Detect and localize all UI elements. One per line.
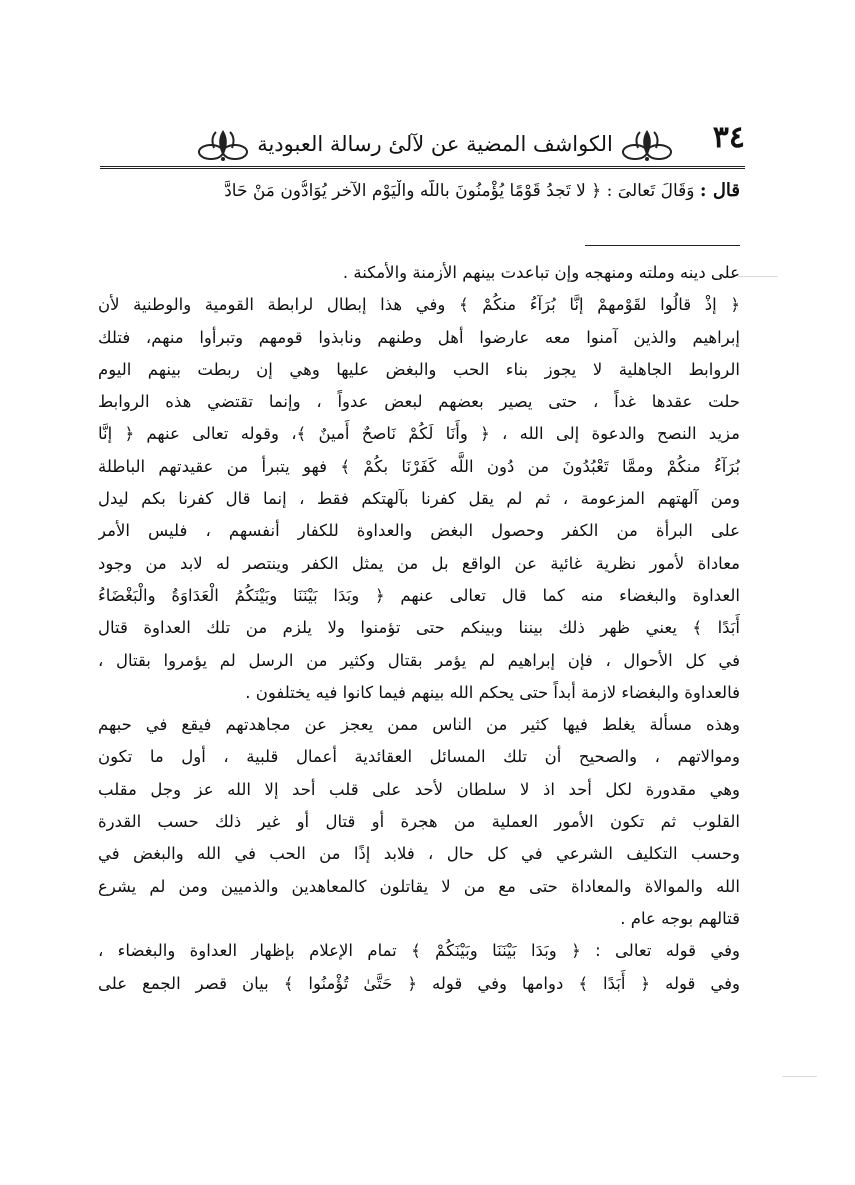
- body-line: بُرَآءُ منكُمْ وممَّا تَعْبُدُونَ من دُون اللَّه كَفَرْنَا بكُمْ ﴾ فهو يتبرأ من عقيدتهم الباطلة: [98, 456, 740, 476]
- floral-ornament-icon: [619, 126, 675, 162]
- page-header: [225, 120, 745, 168]
- body-line: معاداة لأمور نظرية غائية عن الواقع بل من يمثل الكفر وينتصر له لابد من وجود: [98, 553, 740, 573]
- running-title: الكواشف المضية عن لآلئ رسالة العبودية: [257, 132, 613, 156]
- margin-mark: [738, 276, 778, 277]
- floral-ornament-icon: [195, 126, 251, 162]
- margin-mark: [782, 1076, 817, 1077]
- body-line: وهي مقدورة لكل أحد اذ لا سلطان لأحد على قلب أحد إلا الله عز وجل مقلب: [98, 779, 740, 799]
- header-rule: [100, 166, 745, 169]
- header-title-bar: [225, 124, 645, 164]
- body-line: قتالهم بوجه عام .: [620, 908, 740, 928]
- separator-rule: [585, 245, 740, 246]
- page-number: ٣٤: [712, 120, 745, 155]
- body-line: القلوب ثم تكون الأمور العملية من هجرة أو قتال أو غير ذلك حسب القدرة: [98, 812, 740, 832]
- quote-lead: قال :: [699, 180, 740, 201]
- quoted-text-line: [100, 180, 740, 201]
- body-line: فالعداوة والبغضاء لازمة أبداً حتى يحكم الله بينهم فيما كانوا فيه يختلفون .: [245, 682, 740, 702]
- body-line: مزيد النصح والدعوة إلى الله ، ﴿ وأَنَا لَكُمْ نَاصحٌ أَمينٌ ﴾، وقوله تعالى عنهم ﴿ إنَّا: [98, 424, 740, 444]
- body-line: وهذه مسألة يغلط فيها كثير من الناس ممن يعجز عن مجاهدتهم فيقع في حبهم: [98, 715, 740, 735]
- body-line: وحسب التكليف الشرعي في كل حال ، فلابد إذًا من الحب في الله والبغض في: [98, 844, 740, 864]
- body-line: إبراهيم والذين آمنوا معه عارضوا أهل وطنهم ونابذوا قومهم وتبرأوا منهم، فتلك: [98, 327, 740, 347]
- body-line: على دينه وملته ومنهجه وإن تباعدت بينهم الأزمنة والأمكنة .: [342, 263, 740, 282]
- body-line: الروابط الجاهلية لا يجوز بناء الحب والبغض عليها وهي إن ربطت بينهم اليوم: [98, 359, 740, 379]
- body-line: وفي قوله تعالى : ﴿ وبَدَا بَيْنَنَا وبَيْنَكُمْ ﴾ تمام الإعلام بإظهار العداوة والبغضاء ،: [98, 941, 740, 961]
- body-line: وموالاتهم ، والصحيح أن تلك المسائل العقائدية أعمال قلبية ، أول ما تكون: [98, 747, 740, 767]
- body-text: [98, 257, 740, 1000]
- body-line: وفي قوله ﴿ أَبَدًا ﴾ دوامها وفي قوله ﴿ حَتَّىٰ تُؤْمنُوا ﴾ بيان قصر الجمع على: [98, 973, 740, 993]
- body-line: العداوة والبغضاء منه كما قال تعالى عنهم ﴿ وبَدَا بَيْنَنَا وبَيْنَكُمُ الْعَدَاوَةُ والْبَغْضَاءُ: [98, 585, 740, 605]
- body-line: حلت عقدها غداً ، حتى يصير بعضهم لبعض عدواً ، وإنما تقتضي هذه الروابط: [98, 392, 740, 412]
- body-line: أَبَدًا ﴾ يعني ظهر ذلك بيننا وبينكم حتى تؤمنوا ولا يلزم من تلك العداوة قتال: [98, 618, 740, 638]
- body-line: ﴿ إذْ قالُوا لقَوْمهمْ إنَّا بُرَآءُ منكُمْ ﴾ وفي هذا إبطال لرابطة القومية والوطنية لأن: [98, 295, 740, 315]
- body-line: الله والموالاة والمعاداة حتى مع من لا يقاتلون كالمعاهدين والذميين ومن لم يشرع: [98, 876, 740, 896]
- quote-text: وَقَالَ تَعالىَ : ﴿ لا تَجدُ قَوْمًا يُؤْمنُونَ باللَّه والْيَوْم الآخر يُوَادُّون مَنْ حَادَّ: [224, 181, 695, 201]
- body-line: ومن آلهتهم المزعومة ، ثم لم يقل كفرنا بآلهتكم فقط ، إنما قال كفرنا بكم ليدل: [98, 489, 740, 509]
- body-line: في كل الأحوال ، فإن إبراهيم لم يؤمر بقتال وكثير من الرسل لم يؤمروا بقتال ،: [98, 650, 740, 670]
- body-line: على البرأة من الكفر وحصول البغض والعداوة للكفار أنفسهم ، فليس الأمر: [98, 521, 740, 541]
